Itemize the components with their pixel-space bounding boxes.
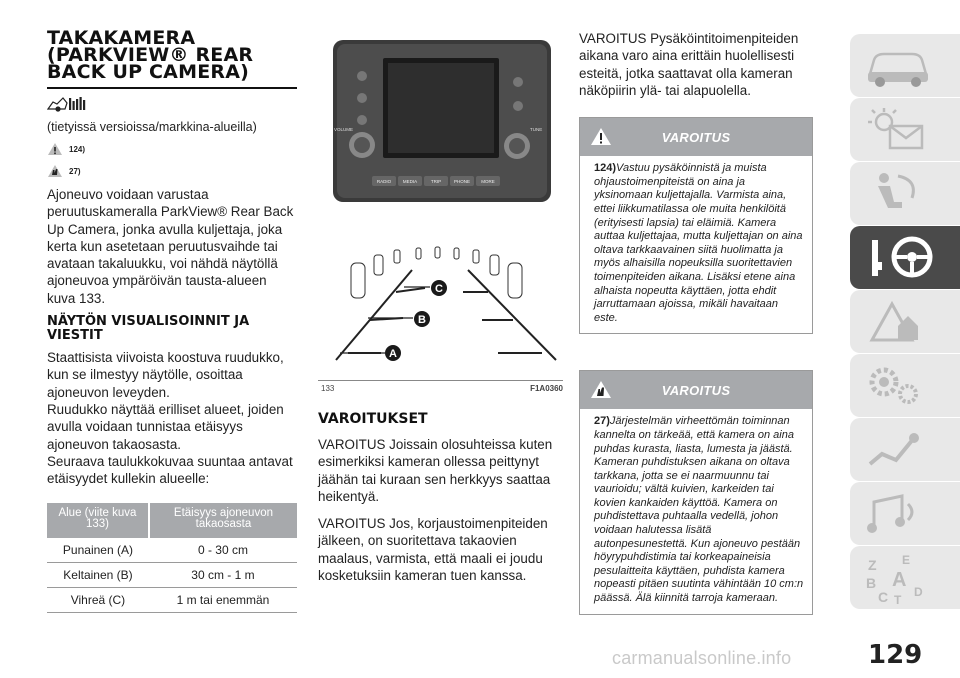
tab-maintenance[interactable]	[850, 354, 960, 417]
zone-marker-a	[340, 345, 401, 361]
distance-cell: 30 cm - 1 m	[149, 563, 297, 588]
radio-button-label: TRIP	[430, 179, 442, 184]
section-tabs	[850, 34, 960, 610]
caution-reference	[47, 164, 297, 178]
warning-box-body	[580, 156, 812, 333]
distance-cell: 0 - 30 cm	[149, 538, 297, 563]
index-letter: A	[892, 569, 907, 591]
middle-column	[318, 30, 563, 584]
index-letter: C	[878, 589, 889, 605]
subsection-title: NÄYTÖN VISUALISOINNIT JA VIESTIT	[47, 314, 250, 344]
market-version-icon	[47, 95, 87, 113]
warning-triangle-icon	[47, 142, 63, 156]
table-row	[47, 563, 297, 588]
warning-box-title: VAROITUS	[661, 130, 731, 146]
tab-safety[interactable]	[850, 162, 960, 225]
table-row	[47, 538, 297, 563]
caution-box-title: VAROITUS	[661, 383, 731, 399]
maintenance-icon	[862, 360, 932, 410]
radio-button-label: PHONE	[453, 179, 471, 184]
figure-rule	[318, 380, 563, 381]
tab-starting-driving[interactable]	[850, 226, 960, 289]
index-letter: T	[894, 593, 902, 607]
table-header-zone: Alue (viite kuva 133)	[47, 503, 149, 538]
title-rule	[47, 87, 297, 89]
figure-133	[318, 30, 563, 393]
zones-paragraph: Ruudukko näyttää erilliset alueet, joiden avulla voidaan tunnistaa etäisyys ajoneuvon takaosasta.	[47, 401, 284, 452]
warning-text: Vastuu pysäköinnistä ja muista ohjaustoimenpiteistä on aina ja yksinomaan kuljettajalla. Varmista aina, ettei liikkumatilassa ole muita henkilöitä (erityisesti lapsia) tai eläimiä. Kamera auttaa kuljettajaa, mutta kuljettajan on aina oltava tarkkaavainen siitä huolimatta ja myös alhaisilla nopeuksilla suoritettavien toimenpiteiden aikana. Lisäksi etene aina alhaista nopeutta käyttäen, jotta ehdit jarruttamaan ajoissa, mikäli havaitaan este.	[594, 162, 803, 324]
zone-cell: Vihreä (C)	[47, 588, 149, 613]
breakdown-icon	[862, 296, 932, 346]
left-column	[47, 27, 297, 613]
caution-hand-triangle-icon	[47, 164, 63, 178]
steering-key-icon	[862, 232, 952, 282]
tab-technical-data[interactable]	[850, 418, 960, 481]
index-letter: D	[914, 585, 923, 599]
warning-ref-number: 124)	[69, 144, 86, 154]
warning-reference	[47, 142, 297, 156]
zone-marker-label: B	[418, 314, 426, 326]
caution-box-header	[580, 371, 812, 409]
warning-number: 124)	[594, 162, 617, 175]
guide-lines	[336, 270, 556, 360]
warning-paragraph: VAROITUS Joissain olosuhteissa kuten esimerkiksi kameran ollessa peittynyt jäähän tai kuraan sen herkkyys saattaa heikentyä.	[318, 437, 553, 504]
caution-box	[579, 370, 813, 614]
radio-button-label: MEDIA	[402, 179, 418, 184]
table-intro-paragraph: Seuraava taulukkokuvaa suuntaa antavat etäisyydet kullekin alueelle:	[47, 453, 293, 487]
camera-display-illustration	[318, 30, 563, 380]
radio-button-label: MORE	[481, 179, 495, 184]
warning-paragraph: VAROITUS Jos, korjaustoimenpiteiden jälkeen, on suoritettava takaovien maalaus, varmista, että maali ei joudu kosketuksiin kameran tuen kanssa.	[318, 516, 548, 584]
grid-paragraph: Staattisista viivoista koostuva ruudukko, kun se ilmestyy näytölle, osoittaa ajoneuvon leveyden.	[47, 350, 284, 400]
airbag-seat-icon	[862, 168, 932, 218]
index-letter: B	[866, 575, 877, 591]
tab-index[interactable]	[850, 546, 960, 609]
zone-cell: Keltainen (B)	[47, 563, 149, 588]
zone-cell: Punainen (A)	[47, 538, 149, 563]
table-header-distance: Etäisyys ajoneuvon takaosasta	[149, 503, 297, 538]
warning-paragraph: VAROITUS Pysäköintitoimenpiteiden aikana varo aina erittäin huolellisesti esteitä, jotka saattavat olla kameran näköpiirin ylä- tai alapuolella.	[579, 31, 799, 98]
caution-number: 27)	[594, 415, 610, 428]
knob-label: VOLUME	[334, 127, 354, 132]
zone-marker-label: A	[389, 348, 397, 360]
distance-cell: 1 m tai enemmän	[149, 588, 297, 613]
zone-marker-c	[404, 280, 447, 296]
tab-multimedia[interactable]	[850, 482, 960, 545]
warnings-title: VAROITUKSET	[318, 411, 428, 427]
right-column	[579, 26, 813, 615]
caution-box-body	[580, 409, 812, 613]
table-header-row	[47, 503, 297, 538]
figure-code: F1A0360	[530, 384, 563, 393]
index-letter: E	[902, 553, 911, 567]
tab-car-overview[interactable]	[850, 34, 960, 97]
tab-warning-lights[interactable]	[850, 98, 960, 161]
zone-marker-label: C	[435, 283, 443, 295]
warning-box	[579, 117, 813, 334]
intro-paragraph: Ajoneuvo voidaan varustaa peruutuskameralla ParkView® Rear Back Up Camera, jonka avulla kuljettaja, joka kerta kun asetetaan peruutusvaihde tai avataan takaluukku, voi nähdä näytöllä ajoneuvoa ympäröivän tausta-alueen kuva 133.	[47, 187, 294, 306]
technical-data-icon	[862, 424, 932, 474]
multimedia-icon	[862, 488, 932, 538]
caution-text: Järjestelmän virheettömän toiminnan kannelta on tärkeää, että kamera on aina puhdas kurasta, liasta, lumesta ja jäästä. Kameran puhdistuksen aikana on oltava tarkkana, jotta se ei naarmuunnu tai vaurioidu; vältä kuivien, karkeiden tai kovien kankaiden käyttöä. Kamera on puhdistettava puhtaalla vedellä, johon voidaan halutessa lisätä autonpesunestettä. Kun ajoneuvo pestään höyrypuhdistimia tai korkeapaineisia pesulaitteita käyttäen, puhdista kamera nopeasti pitäen suutinta vähintään 10 cm:n päässä. Älä kiinnitä tarroja kameraan.	[594, 415, 804, 605]
table-row	[47, 588, 297, 613]
page-number: 129	[868, 640, 923, 670]
radio-button-row	[372, 176, 500, 186]
distance-table	[47, 503, 297, 613]
knob-label: TUNE	[530, 127, 543, 132]
car-overview-icon	[862, 40, 932, 90]
section-title: TAKAKAMERA (PARKVIEW® REAR BACK UP CAMERA)	[47, 27, 254, 83]
caution-ref-number: 27)	[69, 166, 81, 176]
warning-lights-icon	[862, 104, 932, 154]
radio-button-label: RADIO	[376, 179, 392, 184]
watermark: carmanualsonline.info	[612, 648, 792, 668]
warning-box-header	[580, 118, 812, 156]
figure-number: 133	[321, 384, 335, 393]
availability-note: (tietyissä versioissa/markkina-alueilla)	[47, 120, 257, 134]
tab-emergency[interactable]	[850, 290, 960, 353]
index-icon	[862, 552, 942, 608]
index-letter: Z	[868, 557, 877, 573]
